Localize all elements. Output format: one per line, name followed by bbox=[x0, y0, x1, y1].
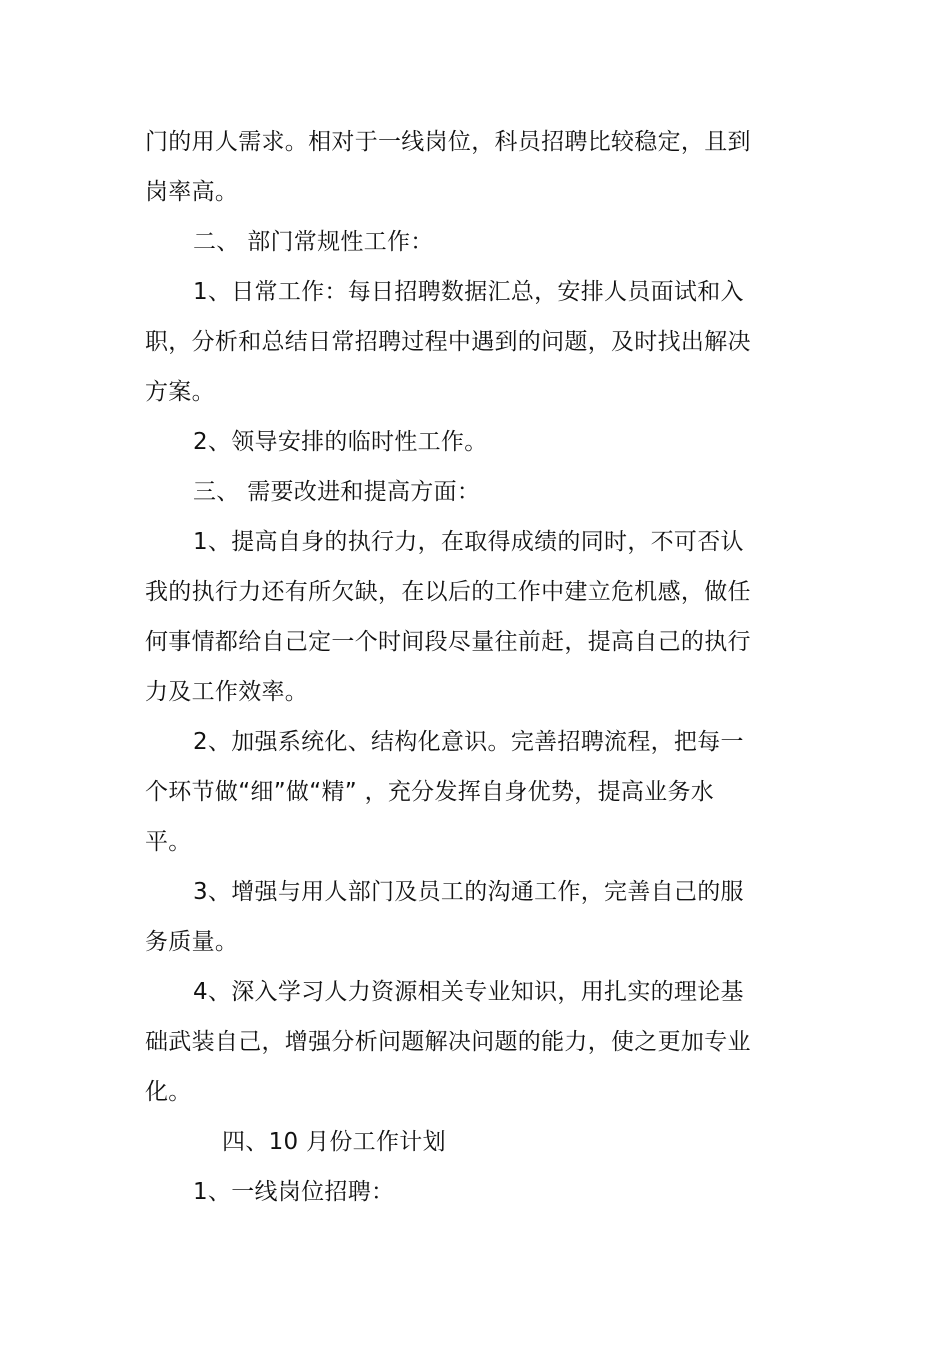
paragraph-line: 2、领导安排的临时性工作。 bbox=[193, 429, 488, 455]
paragraph-line: 门的用人需求。相对于一线岗位，科员招聘比较稳定，且到 bbox=[145, 129, 751, 155]
paragraph-line: 岗率高。 bbox=[145, 179, 239, 205]
paragraph-line: 务质量。 bbox=[145, 929, 239, 955]
paragraph-line: 础武装自己，增强分析问题解决问题的能力，使之更加专业 bbox=[145, 1029, 751, 1055]
paragraph-line: 我的执行力还有所欠缺，在以后的工作中建立危机感，做任 bbox=[145, 579, 751, 605]
paragraph-line: 平。 bbox=[145, 829, 192, 855]
section-heading: 二、 部门常规性工作： bbox=[193, 229, 434, 255]
paragraph-line: 4、深入学习人力资源相关专业知识，用扎实的理论基 bbox=[193, 979, 744, 1005]
paragraph-line: 个环节做“细”做“精” ，充分发挥自身优势，提高业务水 bbox=[145, 779, 715, 805]
paragraph-line: 职，分析和总结日常招聘过程中遇到的问题，及时找出解决 bbox=[145, 329, 751, 355]
paragraph-line: 3、增强与用人部门及员工的沟通工作，完善自己的服 bbox=[193, 879, 744, 905]
section-heading: 三、 需要改进和提高方面： bbox=[193, 479, 481, 505]
paragraph-line: 2、加强系统化、结构化意识。完善招聘流程，把每一 bbox=[193, 729, 744, 755]
paragraph-line: 化。 bbox=[145, 1079, 192, 1105]
paragraph-line: 1、日常工作：每日招聘数据汇总，安排人员面试和入 bbox=[193, 279, 744, 305]
paragraph-line: 1、提高自身的执行力，在取得成绩的同时，不可否认 bbox=[193, 529, 744, 555]
paragraph-line: 1、一线岗位招聘： bbox=[193, 1179, 395, 1205]
paragraph-line: 方案。 bbox=[145, 379, 215, 405]
section-heading: 四、10 月份工作计划 bbox=[222, 1129, 446, 1155]
paragraph-line: 力及工作效率。 bbox=[145, 679, 309, 705]
paragraph-line: 何事情都给自己定一个时间段尽量往前赶，提高自己的执行 bbox=[145, 629, 751, 655]
